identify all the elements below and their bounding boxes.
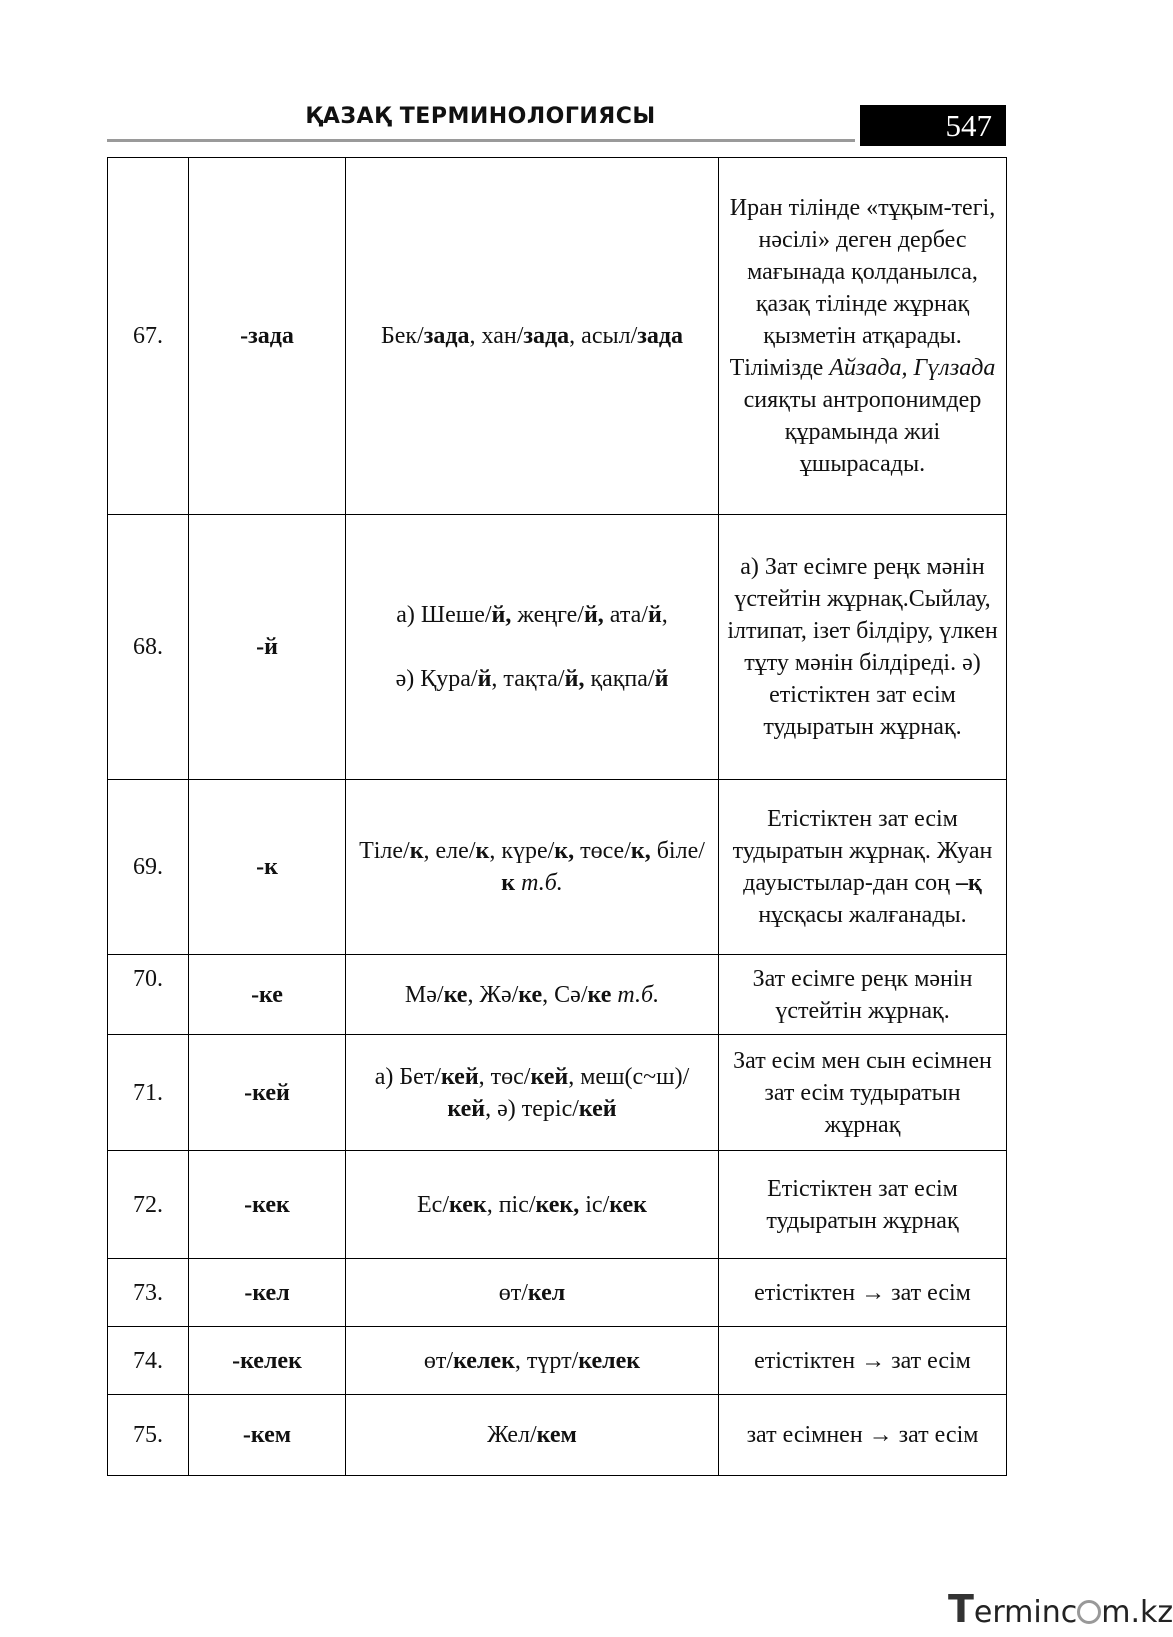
suffix-cell: -к xyxy=(189,780,346,955)
magnifier-icon xyxy=(1077,1600,1101,1624)
examples-cell xyxy=(346,1259,719,1327)
row-number: 70. xyxy=(108,955,189,1035)
examples-text-b: ә) Қура/й, тақта/й, қақпа/й xyxy=(395,666,669,692)
suffix-cell: -ке xyxy=(189,955,346,1035)
row-number: 75. xyxy=(108,1395,189,1476)
examples-cell xyxy=(346,1151,719,1259)
description-text: Етістіктен зат есім тудыратын жұрнақ. Жуан дауыстылар-дан соң –қ нұсқасы жалғанады. xyxy=(732,806,993,928)
watermark-text-pre: erminc xyxy=(973,1595,1078,1630)
header-rule xyxy=(107,139,855,142)
abbreviation: т.б. xyxy=(521,870,563,896)
row-number: 73. xyxy=(108,1259,189,1327)
page-number: 547 xyxy=(860,105,1006,146)
description-cell xyxy=(719,780,1007,955)
table-row xyxy=(108,1151,1007,1259)
table-row xyxy=(108,780,1007,955)
running-header-title: ҚАЗАҚ ТЕРМИНОЛОГИЯСЫ xyxy=(305,104,656,129)
table-row xyxy=(108,955,1007,1035)
suffix-cell: -кек xyxy=(189,1151,346,1259)
examples-text: өт/кел xyxy=(498,1279,566,1306)
description-cell: етістіктен → зат есім xyxy=(719,1259,1007,1327)
row-number: 71. xyxy=(108,1035,189,1151)
table-row xyxy=(108,1035,1007,1151)
suffix-cell: -келек xyxy=(189,1327,346,1395)
abbreviation: т.б. xyxy=(617,981,660,1008)
table-row xyxy=(108,1395,1007,1476)
examples-text: Ес/кек, піс/кек, іс/кек xyxy=(417,1191,647,1218)
examples-text: Тіле/к, еле/к, күре/к, төсе/к, біле/к xyxy=(359,838,705,896)
examples-cell xyxy=(346,1395,719,1476)
description-cell: зат есімнен → зат есім xyxy=(719,1395,1007,1476)
row-number: 72. xyxy=(108,1151,189,1259)
row-number: 74. xyxy=(108,1327,189,1395)
description-cell: Зат есімге реңк мәнін үстейтін жұрнақ. xyxy=(719,955,1007,1035)
examples-cell xyxy=(346,515,719,780)
examples-cell xyxy=(346,780,719,955)
termincom-watermark-logo xyxy=(948,1587,1173,1631)
table-row xyxy=(108,1327,1007,1395)
examples-cell xyxy=(346,158,719,515)
table-row xyxy=(108,158,1007,515)
description-cell xyxy=(719,158,1007,515)
description-cell: Зат есім мен сын есімнен зат есім тудыратын жұрнақ xyxy=(719,1035,1007,1151)
description-cell: етістіктен → зат есім xyxy=(719,1327,1007,1395)
suffix-cell: -зада xyxy=(189,158,346,515)
examples-text: а) Бет/кей, төс/кей, меш(с~ш)/ кей, ә) теріс/кей xyxy=(374,1063,690,1122)
suffix-cell: -кей xyxy=(189,1035,346,1151)
description-cell: а) Зат есімге реңк мәнін үстейтін жұрнақ.Сыйлау, ілтипат, ізет білдіру, үлкен тұту мәнін білдіреді. ә) етістіктен зат есім тудыратын жұрнақ. xyxy=(719,515,1007,780)
table-row xyxy=(108,515,1007,780)
watermark-letter: T xyxy=(948,1587,974,1631)
suffix-cell: -кем xyxy=(189,1395,346,1476)
row-number: 69. xyxy=(108,780,189,955)
examples-cell xyxy=(346,1035,719,1151)
suffix-table xyxy=(107,157,1007,1476)
row-number: 68. xyxy=(108,515,189,780)
suffix-cell: -кел xyxy=(189,1259,346,1327)
examples-text-a: а) Шеше/й, жеңге/й, ата/й, xyxy=(396,602,668,628)
examples-text: өт/келек, түрт/келек xyxy=(423,1347,641,1374)
examples-cell xyxy=(346,1327,719,1395)
description-text: Иран тілінде «тұқым-тегі, нәсілі» деген дербес мағынада қолданылса, қазақ тілінде жұрнақ қызметін атқарады. Тілімізде Айзада, Гүлзада сияқты антропонимдер құрамында жиі ұшырасады. xyxy=(729,195,996,477)
examples-text: Бек/зада, хан/зада, асыл/зада xyxy=(380,323,684,349)
examples-text: Жел/кем xyxy=(487,1422,577,1448)
watermark-text-post: m.kz xyxy=(1101,1595,1173,1630)
suffix-cell: -й xyxy=(189,515,346,780)
row-number: 67. xyxy=(108,158,189,515)
examples-cell xyxy=(346,955,719,1035)
description-cell: Етістіктен зат есім тудыратын жұрнақ xyxy=(719,1151,1007,1259)
table-row xyxy=(108,1259,1007,1327)
examples-text: Мә/ке, Жә/ке, Сә/ке xyxy=(404,981,612,1008)
